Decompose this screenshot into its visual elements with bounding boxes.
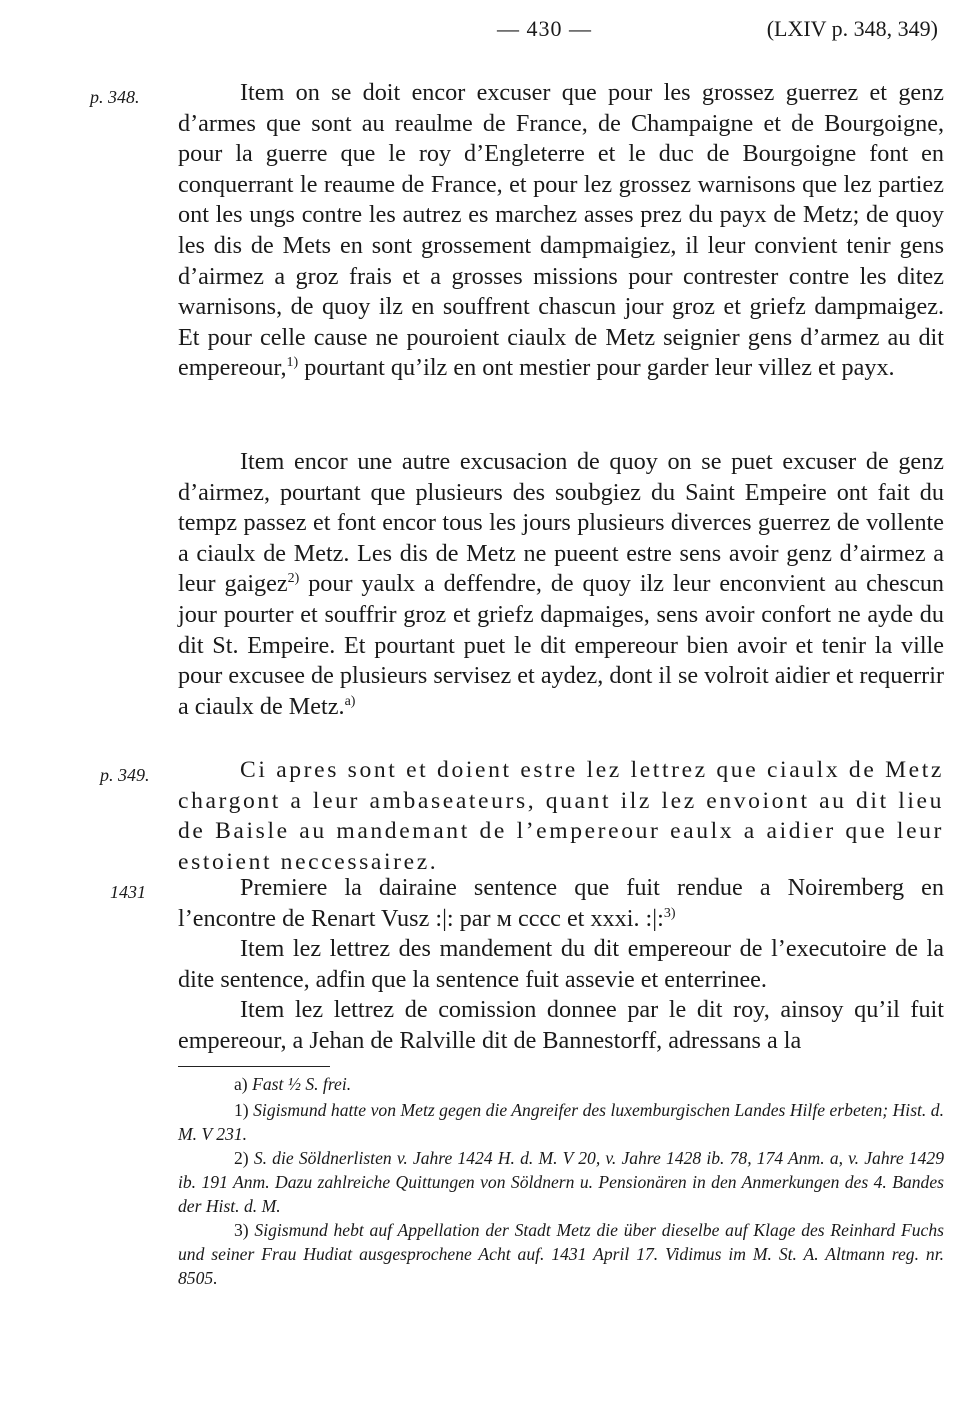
margin-note-year: 1431 xyxy=(110,882,146,902)
footnote-1 xyxy=(178,1098,944,1146)
footnote-1-mark: 1) xyxy=(234,1100,249,1120)
paragraph-1 xyxy=(178,78,944,384)
footnotes xyxy=(178,1072,944,1290)
paragraph-6-text: Item lez lettrez de comission donnee par le dit roy, ainsoy qu’il fuit empereour, a Jehan de Ralville dit de Bannestorff, adressans a la xyxy=(178,996,944,1054)
footnote-2 xyxy=(178,1146,944,1218)
paragraph-1-text-cont: pourtant qu’ilz en ont mestier pour garder leur villez et payx. xyxy=(298,354,895,382)
paragraph-3-text: Ci apres sont et doient estre lez lettrez que ciaulx de Metz chargont a leur ambaseateurs, quant ilz lez envoiont au dit lieu de Baisle au mandemant de l’empereour eaulx a aidier que leur estoient neccessairez. xyxy=(178,757,944,875)
footnote-ref-2: 2) xyxy=(287,571,300,587)
footnote-2-mark: 2) xyxy=(234,1148,249,1168)
source-reference: (LXIV p. 348, 349) xyxy=(766,16,938,41)
paragraph-5-text: Item lez lettrez des mandement du dit empereour de l’executoire de la dite sentence, adfin que la sentence fuit assevie et enterrinee. xyxy=(178,935,944,993)
footnote-3-mark: 3) xyxy=(234,1220,249,1240)
footnote-ref-1: 1) xyxy=(286,355,299,371)
page-header xyxy=(0,14,960,48)
margin-note-p349: p. 349. xyxy=(100,765,150,785)
footnote-3 xyxy=(178,1218,944,1290)
paragraph-2-text-cont: pour yaulx a deffendre, de quoy ilz leur enconvient au chescun jour pourter et souffrir groz et griefz dapmaiges, sens avoir confort ne ayde du dit St. Empeire. Et pourtant puet le dit empereour bien avoir et tenir la ville pour excusee de plusieurs servisez et aydez, dont il se volroit aidier et requerrir a ciaulx de Metz. xyxy=(178,570,945,720)
paragraph-4-text: Premiere la dairaine sentence que fuit rendue a Noiremberg en l’encontre de Renart Vusz :|: par м cccc et xxxi. :|: xyxy=(178,874,944,932)
footnote-1-text: Sigismund hatte von Metz gegen die Angreifer des luxemburgischen Landes Hilfe erbeten; Hist. d. M. V 231. xyxy=(178,1100,944,1144)
footnote-a-text: Fast ½ S. frei. xyxy=(247,1074,352,1094)
paragraph-6 xyxy=(178,995,944,1056)
footnote-2-text: S. die Söldnerlisten v. Jahre 1424 H. d. M. V 20, v. Jahre 1428 ib. 78, 174 Anm. a, v. Jahre 1429 ib. 191 Anm. Dazu zahlreiche Quittungen von Söldnern u. Pensionären in den Anmerkungen des 4. Bandes der Hist. d. M. xyxy=(178,1148,944,1216)
footnote-a xyxy=(178,1072,944,1096)
page-number: — 430 — xyxy=(497,16,592,41)
footnote-divider xyxy=(178,1066,330,1067)
paragraph-1-text: Item on se doit encor excuser que pour les grossez guerrez et genz d’armes que sont au reaulme de France, de Champaigne et de Bourgoigne, pour la guerre que le roy d’Engleterre et le duc de Bourgoigne font en conquerrant le reaume de France, et pour lez grossez warnisons que lez partiez ont les ungs contre les autrez es marchez asses prez du payx de Metz; de quoy les dis de Mets en sont grossement dampmaigiez, il leur convient tenir gens d’airmez a groz frais et a grosses missions pour contrester contre les ditez warnisons, de quoy ilz en souffrent chascun jour groz et griefz dampmaigez. Et pour celle cause ne pouroient ciaulx de Metz seignier gens d’armez au dit empereour, xyxy=(178,79,944,382)
footnote-3-text: Sigismund hebt auf Appellation der Stadt Metz die über dieselbe auf Klage des Reinhard Fuchs und seiner Frau Hudiat ausgesprochene Acht auf. 1431 April 17. Vidimus im M. St. A. Altmann reg. nr. 8505. xyxy=(178,1220,944,1288)
paragraph-3-spaced xyxy=(178,755,944,877)
paragraph-2 xyxy=(178,447,944,722)
paragraph-5 xyxy=(178,934,944,995)
paragraph-2-text: Item encor une autre excusacion de quoy on se puet excuser de genz d’airmez, pourtant que plusieurs des soubgiez du Saint Empeire ont fait du tempz passez et font encor tous les jours plusieurs diverces guerrez de vollente a ciaulx de Metz. Les dis de Metz ne pueent estre sens avoir genz d’airmez a leur gaigez xyxy=(178,448,944,598)
paragraph-4 xyxy=(178,873,944,934)
margin-note-p348: p. 348. xyxy=(90,87,140,107)
footnote-ref-a: a) xyxy=(344,693,356,709)
footnote-a-mark: a) xyxy=(234,1074,248,1094)
footnote-ref-3: 3) xyxy=(663,905,676,921)
